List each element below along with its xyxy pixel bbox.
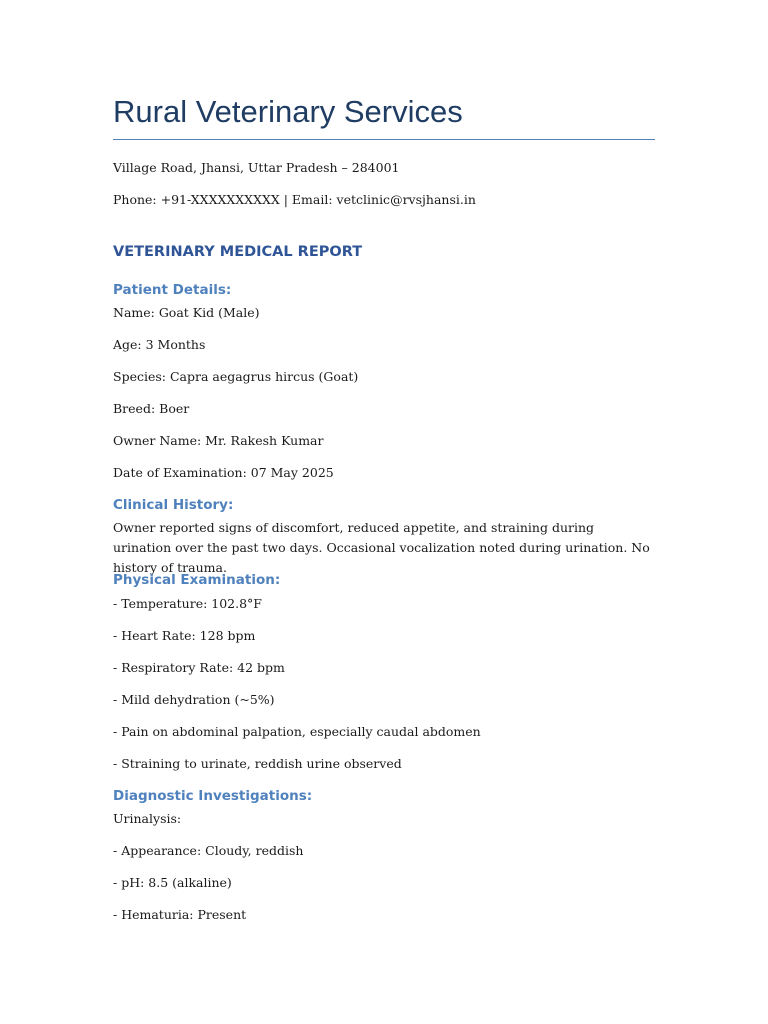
exam-item: - Straining to urinate, reddish urine observed	[113, 756, 402, 771]
patient-details-heading: Patient Details:	[113, 282, 232, 298]
exam-item: - Temperature: 102.8°F	[113, 596, 262, 611]
diagnostic-item: - pH: 8.5 (alkaline)	[113, 875, 232, 890]
diagnostic-item: - Hematuria: Present	[113, 907, 247, 922]
clinic-name: Rural Veterinary Services	[113, 94, 463, 129]
exam-item: - Pain on abdominal palpation, especially caudal abdomen	[113, 724, 481, 739]
patient-name: Name: Goat Kid (Male)	[113, 305, 260, 320]
diagnostic-item: - Appearance: Cloudy, reddish	[113, 843, 304, 858]
patient-age: Age: 3 Months	[113, 337, 206, 352]
title-divider	[113, 139, 655, 140]
physical-exam-heading: Physical Examination:	[113, 572, 281, 588]
urinalysis-label: Urinalysis:	[113, 811, 182, 826]
exam-item: - Respiratory Rate: 42 bpm	[113, 660, 285, 675]
clinic-address: Village Road, Jhansi, Uttar Pradesh – 284001	[113, 160, 400, 175]
clinical-history-heading: Clinical History:	[113, 497, 234, 513]
exam-date: Date of Examination: 07 May 2025	[113, 465, 334, 480]
owner-name: Owner Name: Mr. Rakesh Kumar	[113, 433, 324, 448]
clinic-contact: Phone: +91-XXXXXXXXXX | Email: vetclinic@rvsjhansi.in	[113, 192, 476, 207]
patient-species: Species: Capra aegagrus hircus (Goat)	[113, 369, 359, 384]
diagnostics-heading: Diagnostic Investigations:	[113, 788, 313, 804]
patient-breed: Breed: Boer	[113, 401, 190, 416]
exam-item: - Heart Rate: 128 bpm	[113, 628, 256, 643]
exam-item: - Mild dehydration (~5%)	[113, 692, 275, 707]
clinical-history-text: Owner reported signs of discomfort, reduced appetite, and straining during urination over the past two days. Occasional vocalization noted during urination. No history of trauma.	[113, 520, 650, 575]
report-title: VETERINARY MEDICAL REPORT	[113, 244, 363, 260]
